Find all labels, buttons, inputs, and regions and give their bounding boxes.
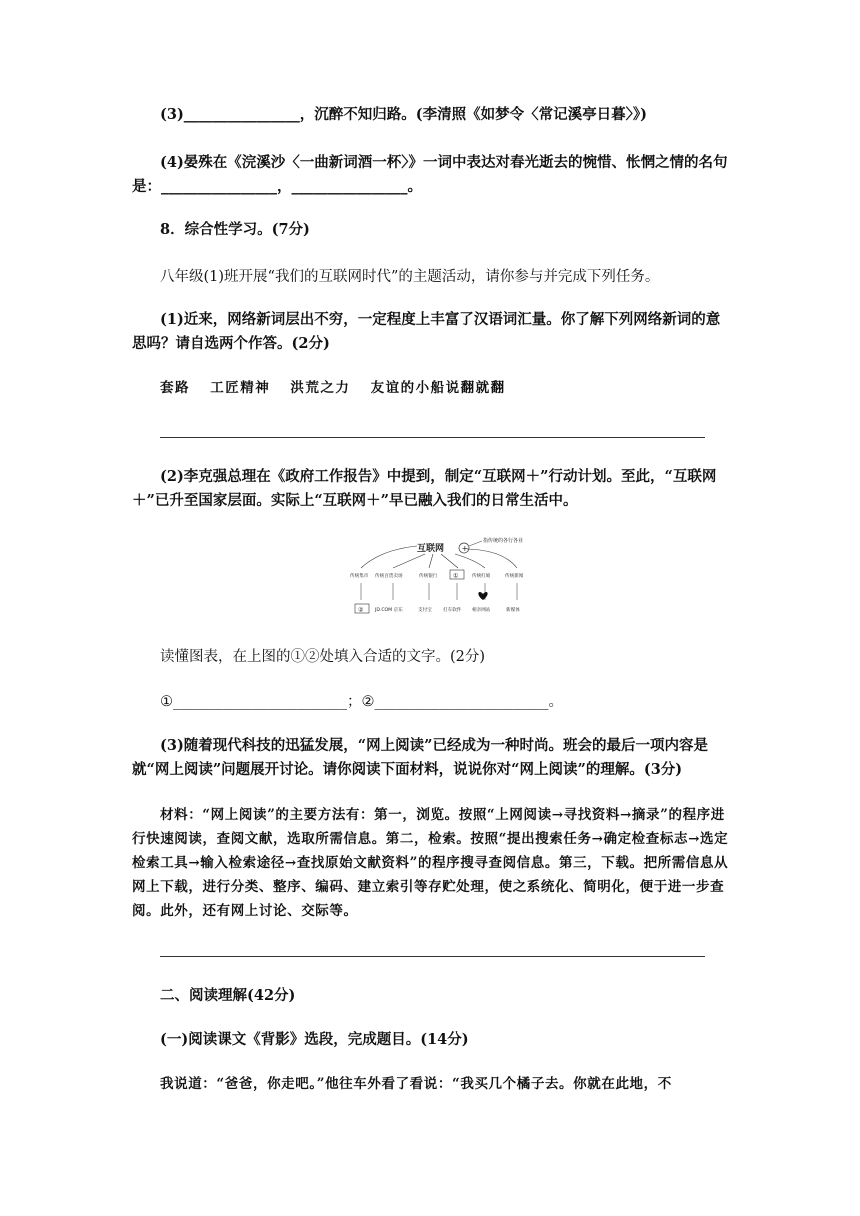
term-2: 工匠精神: [210, 380, 271, 396]
new-words-list: [132, 376, 732, 400]
bottom-item-1: ②: [358, 606, 364, 614]
top-item-4: ①: [453, 572, 459, 580]
diagram-plus-label: 指传统的各行各业: [483, 538, 524, 544]
top-item-3: 传统银行: [419, 574, 438, 579]
internet-plus-diagram: [345, 532, 545, 620]
bottom-item-4: 打车软件: [443, 608, 462, 613]
passage-text: 我说道：“爸爸，你走吧。”他往车外看了看说：“我买几个橘子去。你就在此地，不: [160, 1076, 672, 1092]
top-item-6: 传统新闻: [505, 574, 524, 579]
bottom-item-6: 新媒体: [506, 608, 520, 613]
question-8-2-task: 读懂图表，在上图的①②处填入合适的文字。(2分): [160, 649, 486, 665]
term-3: 洪荒之力: [290, 380, 351, 396]
question-8-intro: 八年级(1)班开展“我们的互联网时代”的主题活动，请你参与并完成下列任务。: [160, 269, 660, 285]
question-7-3: (3)________________，沉醉不知归路。(李清照《如梦令〈常记溪亭日暮〉》): [160, 106, 648, 123]
section-2-title: 二、阅读理解(42分): [160, 987, 296, 1004]
top-item-2: 传统百货卖场: [375, 574, 403, 579]
term-4: 友谊的小船说翻就翻: [370, 380, 506, 396]
reading-1-title: (一)阅读课文《背影》选段，完成题目。(14分): [160, 1031, 469, 1048]
bottom-item-3: 支付宝: [418, 608, 432, 613]
question-8-title: 8．综合性学习。(7分): [160, 221, 310, 238]
diagram-plus: +: [461, 544, 469, 553]
question-8-2: (2)李克强总理在《政府工作报告》中提到，制定“互联网＋”行动计划。至此，“互联网＋”已升至国家层面。实际上“互联网＋”早已融入我们的日常生活中。: [132, 468, 717, 509]
top-item-5: 传统红娘: [472, 574, 491, 579]
question-8-1: (1)近来，网络新词层出不穷，一定程度上丰富了汉语词汇量。你了解下列网络新词的意思吗？请自选两个作答。(2分): [132, 311, 721, 352]
term-1: 套路: [160, 380, 190, 396]
bottom-item-5: 相亲网站: [472, 608, 491, 613]
question-7-4: (4)晏殊在《浣溪沙〈一曲新词酒一杯〉》一词中表达对春光逝去的惋惜、怅惘之情的名句是：________________，________________。: [132, 154, 728, 195]
question-8-2-blanks: ①________________________；②________________________。: [160, 694, 563, 710]
question-8-3: (3)随着现代科技的迅猛发展，“网上阅读”已经成为一种时尚。班会的最后一项内容是就“网上阅读”问题展开讨论。请你阅读下面材料，说说你对“网上阅读”的理解。(3分): [132, 737, 708, 778]
diagram-center: 互联网: [417, 544, 445, 554]
heart-icon: [478, 592, 487, 600]
reading-material: 材料：“网上阅读”的主要方法有：第一，浏览。按照“上网阅读→寻找资料→摘录”的程序进行快速阅读，查阅文献，选取所需信息。第二，检索。按照“提出搜索任务→确定检查标志→选定检索工具→输入检索途径→查找原始文献资料”的程序搜寻查阅信息。第三，下载。把所需信息从网上下载，进行分类、整序、编码、建立索引等存贮处理，使之系统化、简明化，便于进一步查阅。此外，还有网上讨论、交际等。: [132, 807, 729, 919]
bottom-item-2: JD.COM 京东: [375, 608, 403, 613]
answer-line-1: [160, 437, 705, 438]
answer-line-2: [160, 956, 705, 957]
top-item-1: 传统集市: [350, 574, 369, 579]
